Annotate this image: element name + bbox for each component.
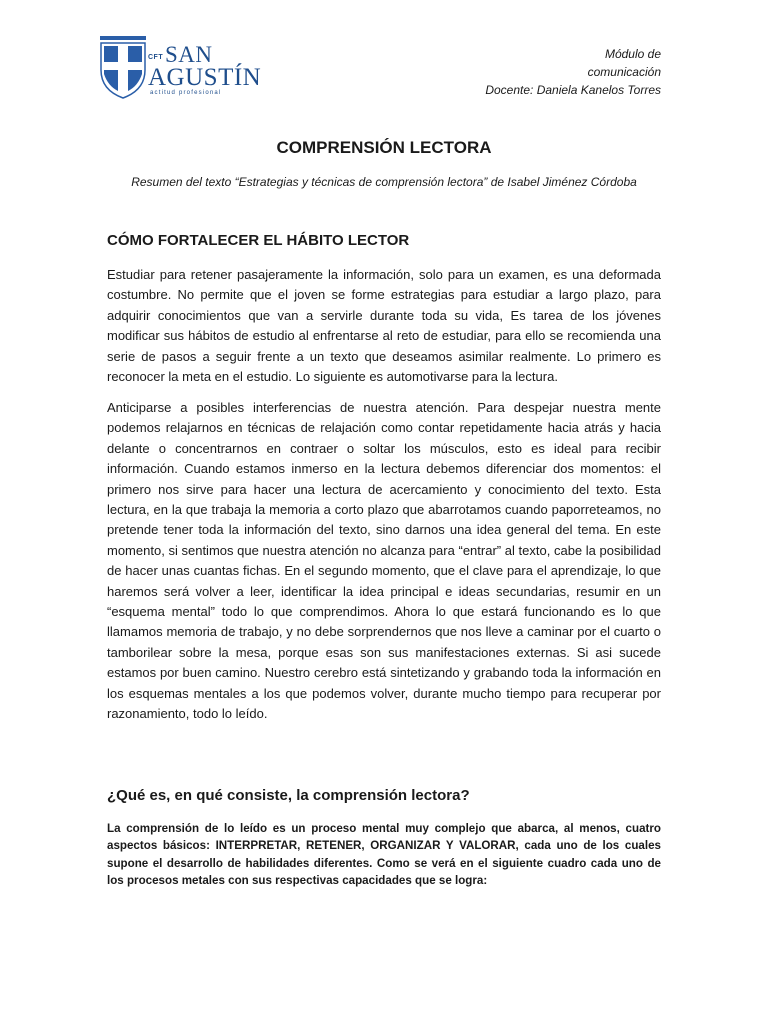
shield-cross-icon <box>98 34 148 100</box>
module-line2: comunicación <box>587 65 661 79</box>
module-line1: Módulo de <box>604 47 661 61</box>
document-subtitle: Resumen del texto “Estrategias y técnicas de comprensión lectora” de Isabel Jiménez Córdoba <box>131 175 637 189</box>
institution-logo <box>98 34 262 100</box>
logo-tagline: actitud profesional <box>150 90 222 96</box>
paragraph-habit-2: Anticiparse a posibles interferencias de nuestra atención. Para despejar nuestra mente podemos relajarnos en técnicas de relajación como contar repetidamente hacia atrás y hacia delante o concentrarnos en contraer o soltar los músculos, esto es ideal para recibir información. Cuando estamos inmerso en la lectura debemos diferenciar dos momentos: el primero nos sirve para hacer una lectura de acercamiento y conocimiento del texto. Esta lectura, en la que trabaja la memoria a corto plazo que abarrotamos cuando paporreteamos, no pretende tener toda la información del texto, sino darnos una idea general del tema. En este momento, si sentimos que nuestra atención no alcanza para “entrar” al texto, cabe la posibilidad de hacer unas cuantas fichas. En el segundo momento, que el clave para el aprendizaje, lo que haremos será volver a leer, identificar la idea principal e ideas secundarias, resumir en un “esquema mental” todo lo que comprendimos. Ahora lo que estará funcionando es lo que llamamos memoria de trabajo, y no debe sorprendernos que nos lleve a caminar por el cuarto o tamborilear sobre la mesa, porque esas son sus manifestaciones externas. Si asi sucede estamos por buen camino. Nuestro cerebro está sintetizando y grabando toda la información en los esquemas mentales a los que podemos volver, durante mucho tiempo para recuperar por razonamiento, todo lo leído. <box>107 400 661 722</box>
paragraph-comprehension-1: La comprensión de lo leído es un proceso mental muy complejo que abarca, al menos, cuatro aspectos básicos: INTERPRETAR, RETENER, ORGANIZAR Y VALORAR, cada uno de los cuales supone el desarrollo de habilidades diferentes. Como se verá en el siguiente cuadro cada uno de los procesos metales con sus respectivas capacidades que se logra: <box>107 822 661 888</box>
logo-cft: CFT <box>148 54 164 61</box>
document-title: COMPRENSIÓN LECTORA <box>276 138 492 157</box>
course-info <box>485 45 661 99</box>
section-heading-habit: CÓMO FORTALECER EL HÁBITO LECTOR <box>107 232 410 249</box>
teacher-line: Docente: Daniela Kanelos Torres <box>485 83 661 97</box>
logo-name-line1: SAN <box>165 42 213 67</box>
logo-name-line2: AGUSTÍN <box>148 64 262 91</box>
section-heading-comprehension: ¿Qué es, en qué consiste, la comprensión lectora? <box>107 787 470 804</box>
paragraph-habit-1: Estudiar para retener pasajeramente la información, solo para un examen, es una deformada costumbre. No permite que el joven se forme estrategias para estudiar a largo plazo, para adquirir conocimientos que van a servirle durante toda su vida, Es tarea de los jóvenes modificar sus hábitos de estudio al enfrentarse al reto de estudiar, para ello se recomienda una serie de pasos a seguir frente a un texto que deseamos asimilar realmente. Lo primero es reconocer la meta en el estudio. Lo siguiente es automotivarse para la lectura. <box>107 267 661 385</box>
